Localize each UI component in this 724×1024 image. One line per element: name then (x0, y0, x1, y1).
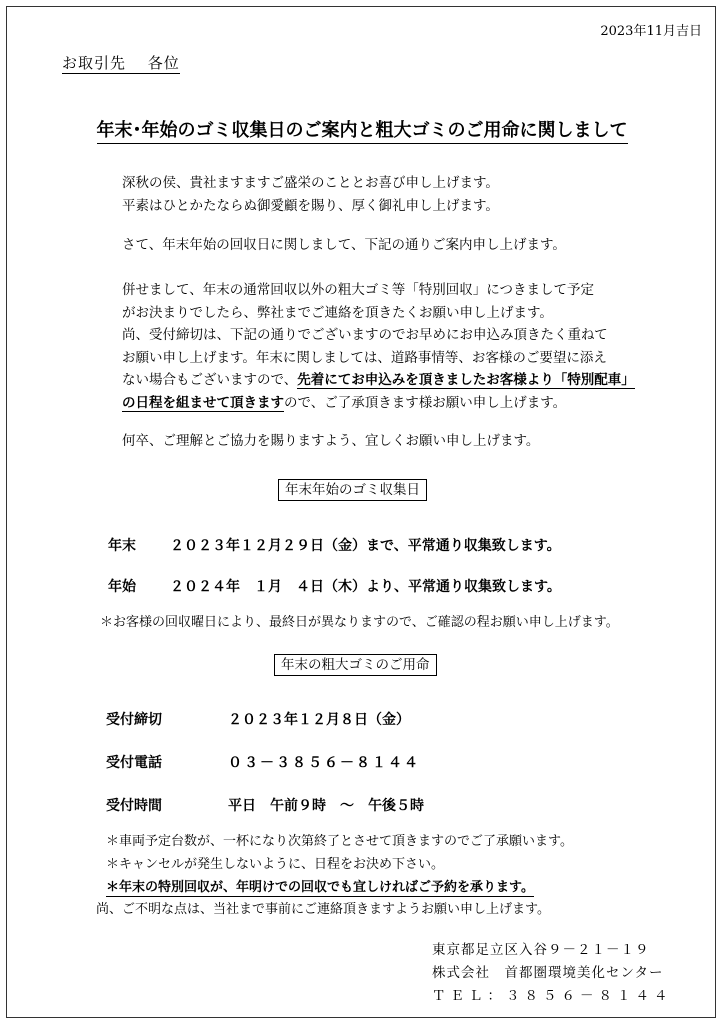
greeting-paragraph (122, 172, 499, 217)
addressee-text: お取引先 各位 (62, 54, 180, 72)
note-bold-text: ＊年末の特別回収が、年明けでの回収でも宜しければご予約を承ります。 (106, 880, 534, 895)
greeting-line: 深秋の侯、貴社ますますご盛栄のこととお喜び申し上げます。 (122, 175, 499, 191)
footer-company: 株式会社 首都圏環境美化センター (432, 965, 664, 981)
section2-note-bold (106, 876, 534, 895)
body-line: 尚、受付締切は、下記の通りでございますのでお早めにお申込み頂きたく重ねて (122, 327, 608, 343)
document-date: 2023年11月吉日 (600, 24, 702, 39)
footer-address: 東京都足立区入谷９－２１－１９ (432, 942, 650, 958)
emphasis-text: 先着にてお申込みを頂きましたお客様より「特別配車」 (297, 372, 635, 388)
greeting-line: 平素はひとかたならぬ御愛顧を賜り、厚く御礼申し上げます。 (122, 197, 499, 214)
year-end-text: ２０２３年１２月２９日（金）まで、平常通り収集致します。 (170, 538, 561, 554)
section1-heading (278, 478, 427, 498)
emphasis-text: の日程を組ませて頂きます (122, 394, 284, 411)
year-end-label: 年末 (108, 538, 136, 554)
deadline-value: ２０２３年１２月８日（金） (228, 712, 410, 728)
phone-label: 受付電話 (106, 755, 162, 771)
section2-note: ＊キャンセルが発生しないように、日程をお決め下さい。 (106, 857, 445, 872)
section2-heading (274, 653, 437, 673)
year-start-label: 年始 (108, 579, 136, 595)
body-line (122, 369, 635, 392)
body-text: ない場合もございますので、 (122, 372, 298, 388)
section1-note: ＊お客様の回収曜日により、最終日が異なりますので、ご確認の程お願い申し上げます。 (100, 615, 619, 630)
body-text: ので、ご了承頂きます様お願い申し上げます。 (284, 394, 567, 411)
year-start-text: ２０２４年 １月 ４日（木）より、平常通り収集致します。 (170, 579, 561, 595)
addressee (62, 52, 180, 73)
closing-paragraph: 何卒、ご理解とご協力を賜りますよう、宜しくお願い申し上げます。 (122, 433, 540, 449)
body-line: 併せまして、年末の通常回収以外の粗大ゴミ等「特別回収」につきまして予定 (122, 282, 594, 298)
section2-heading-text: 年末の粗大ゴミのご用命 (274, 654, 437, 676)
intro-paragraph: さて、年末年始の回収日に関しまして、下記の通りご案内申し上げます。 (122, 237, 566, 253)
phone-value: ０３－３８５６－８１４４ (228, 755, 420, 771)
final-note: 尚、ご不明な点は、当社まで事前にご連絡頂きますようお願い申し上げます。 (96, 902, 550, 917)
body-line: がお決まりでしたら、弊社までご連絡を頂きたくお願い申し上げます。 (122, 304, 553, 321)
title-text: 年末･年始のゴミ収集日のご案内と粗大ゴミのご用命に関しまして (97, 120, 628, 144)
hours-label: 受付時間 (106, 798, 162, 814)
document-title (0, 116, 724, 142)
hours-value: 平日 午前９時 ～ 午後５時 (228, 798, 424, 814)
section2-note: ＊車両予定台数が、一杯になり次第終了とさせて頂きますのでご了承願います。 (106, 834, 573, 849)
footer-tel: ＴＥＬ：３８５６－８１４４ (432, 988, 673, 1004)
body-paragraph (122, 279, 635, 414)
body-line: お願い申し上げます。年末に関しましては、道路事情等、お客様のご要望に添え (122, 349, 607, 366)
deadline-label: 受付締切 (106, 712, 162, 728)
section1-heading-text: 年末年始のゴミ収集日 (278, 479, 427, 501)
body-line (122, 392, 635, 415)
